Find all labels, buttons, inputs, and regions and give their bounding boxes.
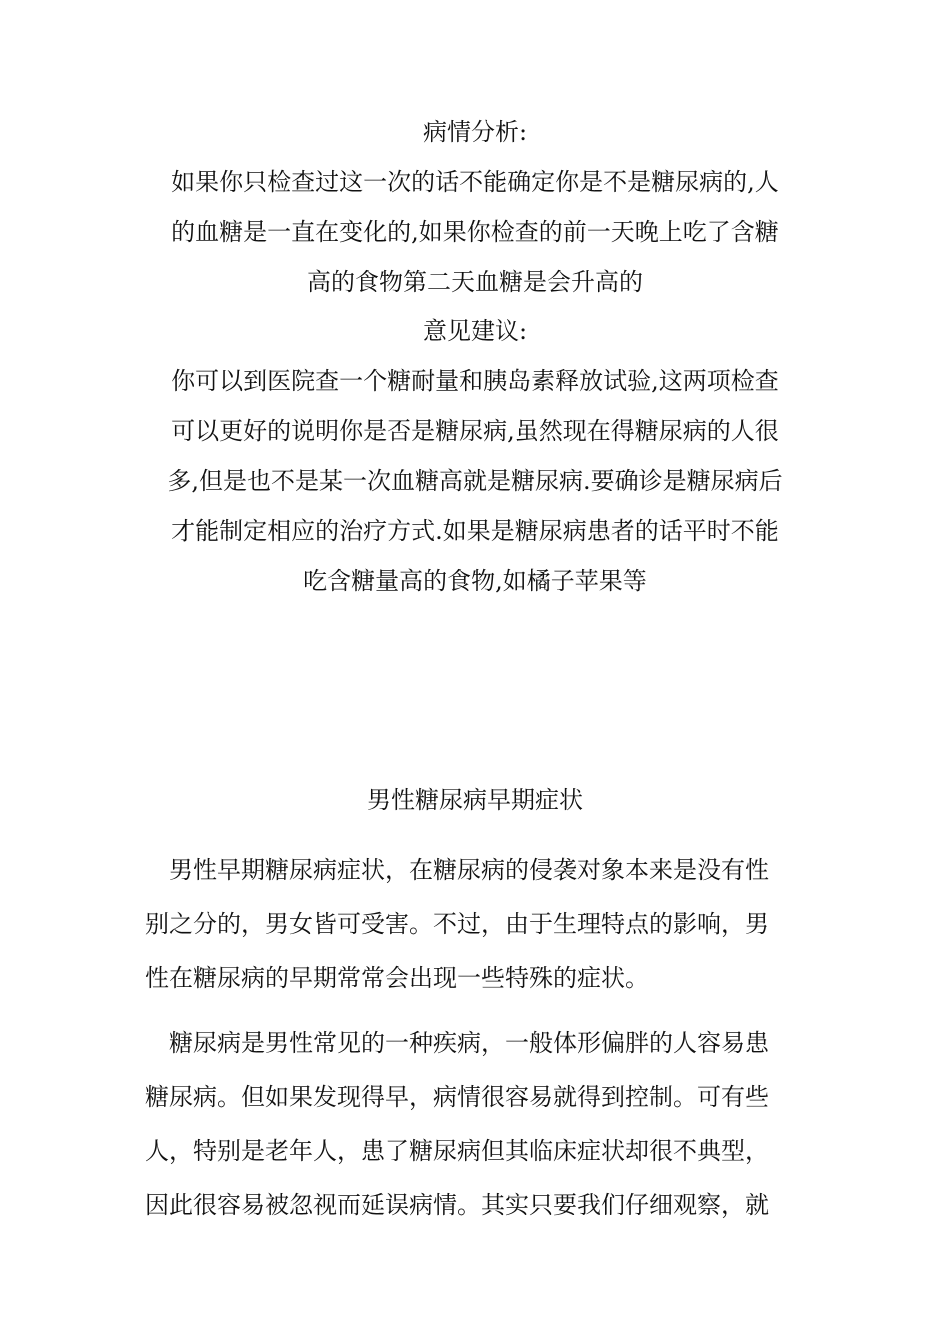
analysis-line: 如果你只检查过这一次的话不能确定你是不是糖尿病的,人	[171, 168, 779, 196]
paragraph-line: 性在糖尿病的早期常常会出现一些特殊的症状。	[145, 964, 649, 992]
article-paragraph	[145, 1016, 805, 1232]
analysis-line: 的血糖是一直在变化的,如果你检查的前一天晚上吃了含糖	[171, 218, 779, 246]
advice-line: 才能制定相应的治疗方式.如果是糖尿病患者的话平时不能	[171, 517, 779, 545]
paragraph-line: 糖尿病。但如果发现得早，病情很容易就得到控制。可有些	[145, 1083, 769, 1111]
article-paragraph	[145, 843, 805, 1005]
paragraph-line: 人，特别是老年人，患了糖尿病但其临床症状却很不典型，	[145, 1137, 769, 1165]
paragraph-line: 因此很容易被忽视而延误病情。其实只要我们仔细观察，就	[145, 1191, 769, 1219]
paragraph-line: 糖尿病是男性常见的一种疾病，一般体形偏胖的人容易患	[169, 1029, 769, 1057]
advice-line: 可以更好的说明你是否是糖尿病,虽然现在得糖尿病的人很	[171, 417, 779, 445]
analysis-heading: 病情分析:	[422, 118, 528, 146]
analysis-section	[145, 107, 805, 307]
paragraph-line: 别之分的，男女皆可受害。不过，由于生理特点的影响，男	[145, 910, 769, 938]
advice-line: 多,但是也不是某一次血糖高就是糖尿病.要确诊是糖尿病后	[167, 467, 783, 495]
advice-line: 吃含糖量高的食物,如橘子苹果等	[303, 567, 647, 595]
advice-heading: 意见建议:	[422, 317, 528, 345]
paragraph-line: 男性早期糖尿病症状，在糖尿病的侵袭对象本来是没有性	[169, 856, 769, 884]
analysis-line: 高的食物第二天血糖是会升高的	[307, 268, 643, 296]
article-title: 男性糖尿病早期症状	[367, 786, 583, 814]
advice-section	[145, 306, 805, 606]
advice-line: 你可以到医院查一个糖耐量和胰岛素释放试验,这两项检查	[171, 367, 779, 395]
